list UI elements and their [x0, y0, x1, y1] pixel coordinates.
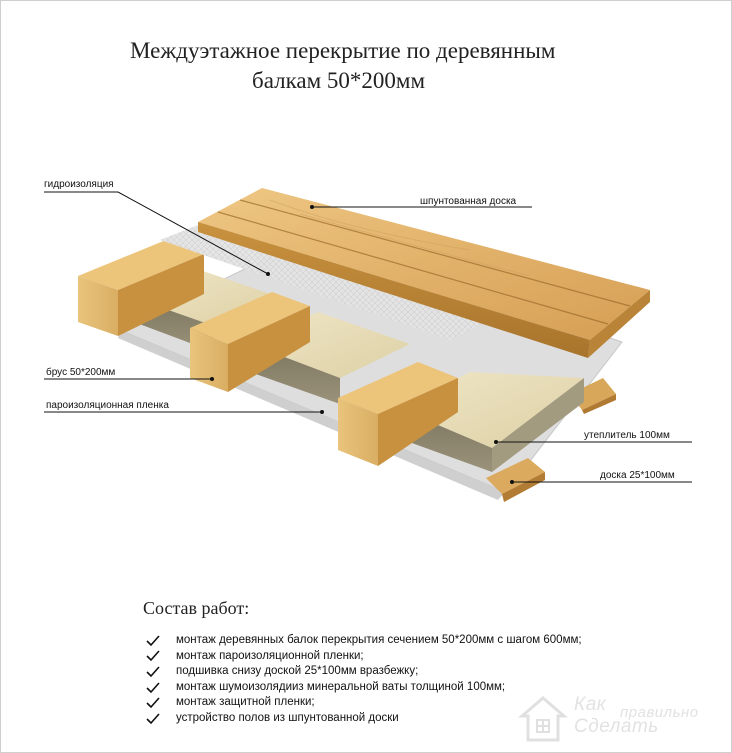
list-item	[146, 680, 582, 696]
leader-dot-board	[510, 480, 514, 484]
list-item-text: монтаж шумоизолядииз минеральной ваты толщиной 100мм;	[176, 680, 506, 693]
list-item-text: устройство полов из шпунтованной доски	[176, 711, 399, 724]
title-line-1: Междуэтажное перекрытие по деревянным	[130, 38, 556, 63]
check-icon	[146, 697, 160, 709]
house-logo-icon	[518, 694, 568, 744]
title-line-2: балкам 50*200мм	[252, 68, 426, 93]
list-item-text: подшивка снизу доской 25*100мм вразбежку;	[176, 665, 419, 678]
list-item	[146, 649, 582, 665]
leader-dot-vapor-film	[320, 410, 324, 414]
check-icon	[146, 713, 160, 725]
list-item-text: монтаж защитной пленки;	[176, 696, 315, 709]
label-vapor-film: пароизоляционная пленка	[46, 400, 169, 411]
label-waterproofing: гидроизоляция	[44, 179, 114, 190]
leader-dot-insulation	[494, 440, 498, 444]
check-icon	[146, 682, 160, 694]
check-icon	[146, 666, 160, 678]
list-item-text: монтаж деревянных балок перекрытия сечением 50*200мм с шагом 600мм;	[176, 634, 582, 646]
list-item-text: монтаж пароизоляционной пленки;	[176, 649, 364, 662]
list-item	[146, 633, 582, 649]
logo-text-sdelat: Сделать	[574, 716, 659, 737]
label-insulation: утеплитель 100мм	[584, 430, 670, 441]
label-board: доска 25*100мм	[600, 470, 675, 481]
check-icon	[146, 650, 160, 662]
works-title: Состав работ:	[143, 598, 250, 618]
label-beam: брус 50*200мм	[46, 367, 116, 378]
logo-text-kak: Как	[574, 694, 607, 715]
leader-dot-tongue-board	[310, 205, 314, 209]
works-list	[146, 633, 582, 727]
leader-dot-waterproofing	[266, 272, 270, 276]
check-icon	[146, 635, 160, 647]
watermark-logo	[518, 690, 728, 748]
list-item	[146, 664, 582, 680]
list-item	[146, 695, 582, 711]
logo-text-pravilno: правильно	[620, 704, 699, 721]
leader-dot-beam	[210, 377, 214, 381]
list-item	[146, 711, 582, 727]
label-tongue-board: шпунтованная доска	[420, 196, 517, 207]
